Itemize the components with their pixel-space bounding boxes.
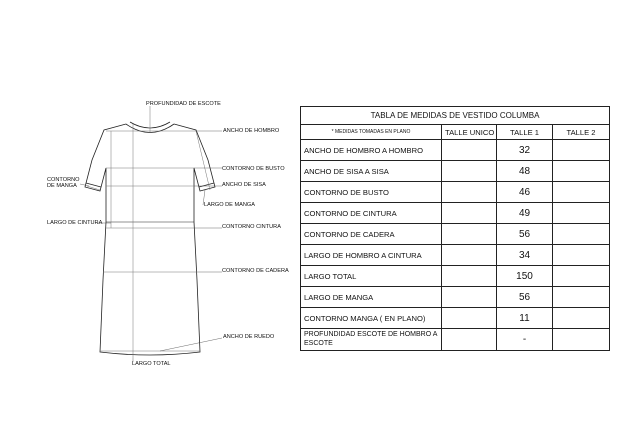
row-name: CONTORNO DE BUSTO <box>301 182 442 203</box>
row-name: CONTORNO DE CINTURA <box>301 203 442 224</box>
cell-talle-1: 48 <box>497 161 553 182</box>
row-name: CONTORNO MANGA ( EN PLANO) <box>301 308 442 329</box>
cell-talle-1: 46 <box>497 182 553 203</box>
row-name: LARGO DE MANGA <box>301 287 442 308</box>
column-header-talle-1: TALLE 1 <box>497 125 553 140</box>
label-contorno-manga: CONTORNO DE MANGA <box>47 177 80 190</box>
label-largo-manga: LARGO DE MANGA <box>204 202 255 208</box>
cell-talle-1: 56 <box>497 224 553 245</box>
right-sleeve-cuff <box>199 183 214 187</box>
cell-talle-1: 56 <box>497 287 553 308</box>
table-row <box>301 266 610 287</box>
table-row <box>301 203 610 224</box>
cell-talle-2 <box>553 161 610 182</box>
cell-talle-1: 49 <box>497 203 553 224</box>
cell-talle-unico <box>442 182 497 203</box>
cell-talle-1: - <box>497 329 553 351</box>
table-row <box>301 329 610 351</box>
table-row <box>301 182 610 203</box>
cell-talle-unico <box>442 308 497 329</box>
cell-talle-2 <box>553 182 610 203</box>
label-contorno-cintura: CONTORNO CINTURA <box>222 224 281 230</box>
label-contorno-cadera: CONTORNO DE CADERA <box>222 268 289 274</box>
label-ancho-sisa: ANCHO DE SISA <box>222 182 266 188</box>
cell-talle-2 <box>553 245 610 266</box>
cell-talle-2 <box>553 308 610 329</box>
measurement-note: * MEDIDAS TOMADAS EN PLANO <box>301 125 442 140</box>
dress-body-outline <box>85 124 215 355</box>
label-largo-total: LARGO TOTAL <box>132 361 171 367</box>
cell-talle-unico <box>442 245 497 266</box>
label-profundidad-escote: PROFUNDIDAD DE ESCOTE <box>146 101 221 107</box>
table-row <box>301 224 610 245</box>
column-header-talle-unico: TALLE UNICO <box>442 125 497 140</box>
cell-talle-2 <box>553 224 610 245</box>
label-largo-cintura: LARGO DE CINTURA <box>47 220 103 226</box>
row-name: LARGO DE HOMBRO A CINTURA <box>301 245 442 266</box>
cell-talle-unico <box>442 266 497 287</box>
table-row <box>301 245 610 266</box>
cell-talle-unico <box>442 329 497 351</box>
table-row <box>301 308 610 329</box>
cell-talle-unico <box>442 161 497 182</box>
cell-talle-unico <box>442 287 497 308</box>
cell-talle-2 <box>553 329 610 351</box>
cell-talle-2 <box>553 203 610 224</box>
cell-talle-1: 150 <box>497 266 553 287</box>
cell-talle-unico <box>442 140 497 161</box>
row-name: LARGO TOTAL <box>301 266 442 287</box>
table-row <box>301 287 610 308</box>
cell-talle-1: 11 <box>497 308 553 329</box>
row-name: ANCHO DE HOMBRO A HOMBRO <box>301 140 442 161</box>
measurement-table <box>300 106 610 351</box>
row-name: ANCHO DE SISA A SISA <box>301 161 442 182</box>
label-contorno-busto: CONTORNO DE BUSTO <box>222 166 285 172</box>
table-row <box>301 161 610 182</box>
cell-talle-1: 32 <box>497 140 553 161</box>
cell-talle-2 <box>553 140 610 161</box>
cell-talle-1: 34 <box>497 245 553 266</box>
dress-technical-sketch <box>0 0 300 439</box>
row-name: CONTORNO DE CADERA <box>301 224 442 245</box>
row-name: PROFUNDIDAD ESCOTE DE HOMBRO A ESCOTE <box>301 329 442 351</box>
column-header-talle-2: TALLE 2 <box>553 125 610 140</box>
cell-talle-2 <box>553 287 610 308</box>
cell-talle-unico <box>442 224 497 245</box>
table-row <box>301 140 610 161</box>
label-ancho-ruedo: ANCHO DE RUEDO <box>223 334 275 340</box>
label-ancho-hombro: ANCHO DE HOMBRO <box>223 128 280 134</box>
cell-talle-2 <box>553 266 610 287</box>
cell-talle-unico <box>442 203 497 224</box>
dress-outline-drawing <box>0 0 300 439</box>
table-title: TABLA DE MEDIDAS DE VESTIDO COLUMBA <box>301 107 610 125</box>
